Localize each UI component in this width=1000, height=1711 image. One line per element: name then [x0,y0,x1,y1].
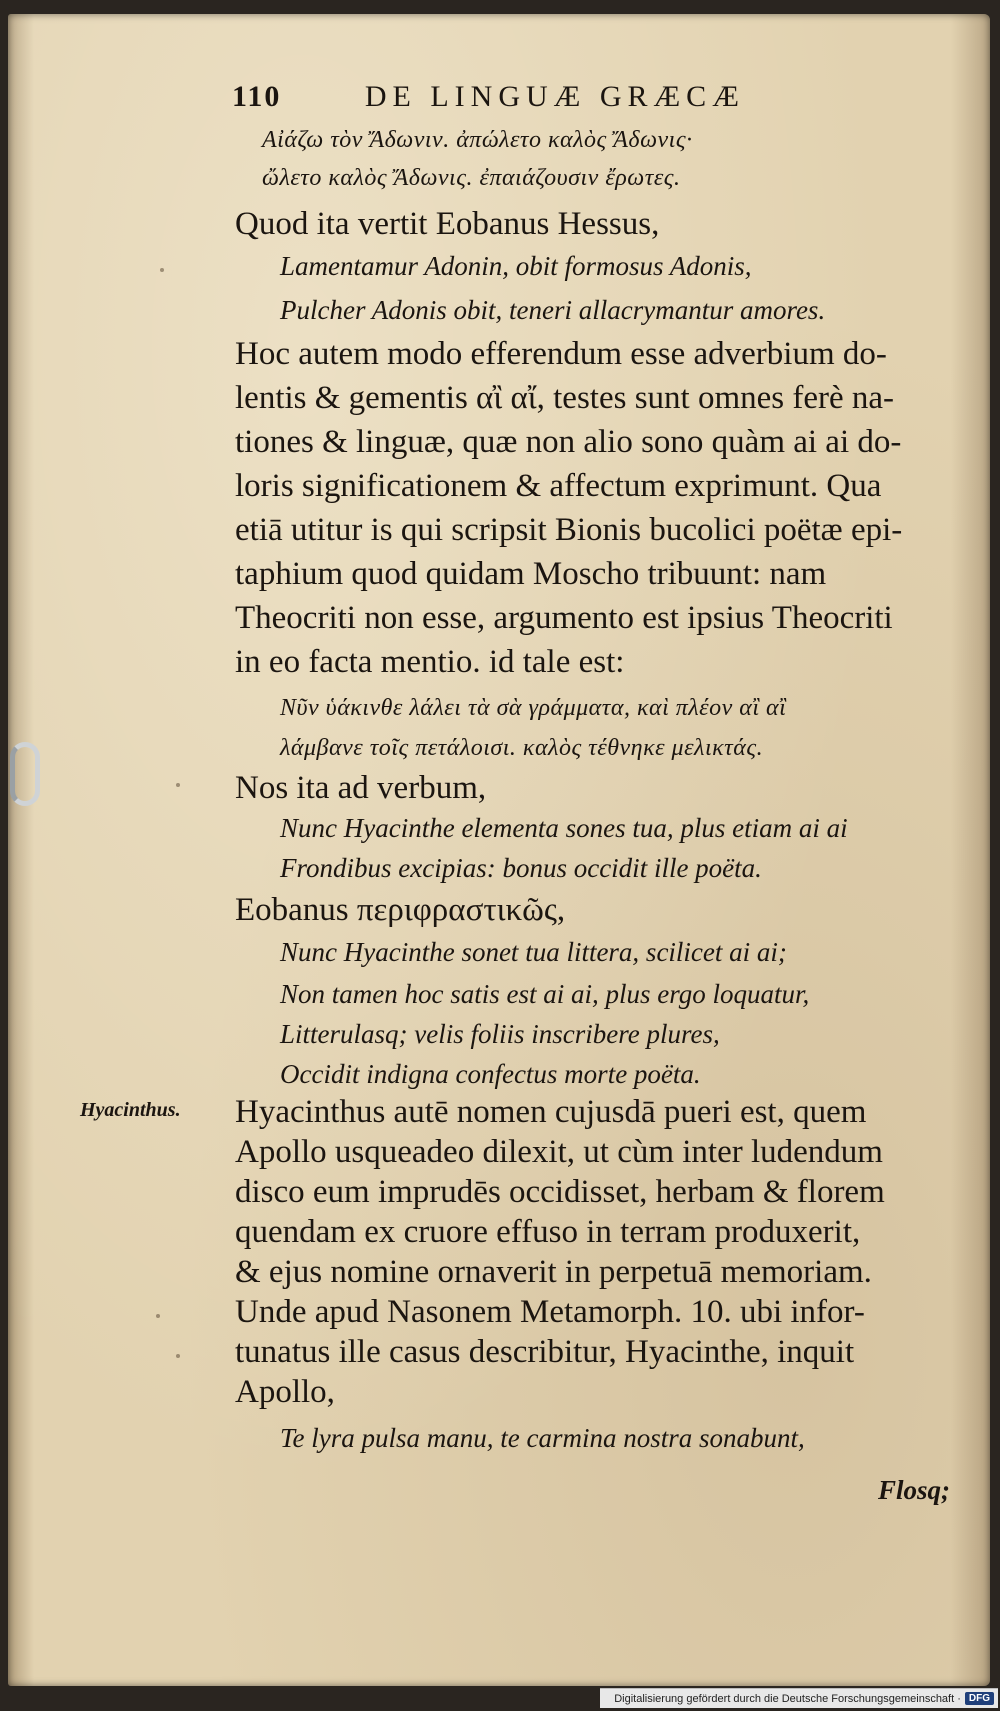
text-line: in eo facta mentio. id tale est: [235,644,625,680]
text-line: Nos ita ad verbum, [235,770,487,806]
text-line: Hyacinthus autē nomen cujusdā pueri est, quem [235,1094,867,1130]
text-line: Nunc Hyacinthe elementa sones tua, plus etiam ai ai [280,813,848,843]
text-line: Non tamen hoc satis est ai ai, plus ergo loquatur, [280,979,810,1009]
text-line: Pulcher Adonis obit, teneri allacrymantur amores. [280,295,826,325]
text-line: Αἰάζω τὸν Ἄδωνιν. ἀπώλετο καλὸς Ἄδωνις· [262,127,693,153]
text-line: loris significationem & affectum exprimunt. Qua [235,468,882,504]
text-line: Lamentamur Adonin, obit formosus Adonis, [280,251,752,281]
paper-speck [176,1354,180,1358]
text-line: ὤλετο καλὸς Ἄδωνις. ἐπαιάζουσιν ἔρωτες. [262,165,681,191]
text-line: lentis & gementis αἲ αἴ, testes sunt omnes ferè na- [235,380,895,416]
paper-speck [156,1314,160,1318]
text-line: Hoc autem modo efferendum esse adverbium do- [235,336,887,372]
text-line: Quod ita vertit Eobanus Hessus, [235,206,660,242]
text-line: & ejus nomine ornaverit in perpetuā memoriam. [235,1254,872,1290]
text-line: Nunc Hyacinthe sonet tua littera, scilicet ai ai; [280,937,787,967]
text-line: tunatus ille casus describitur, Hyacinthe, inquit [235,1334,855,1370]
text-line: Unde apud Nasonem Metamorph. 10. ubi infor- [235,1294,865,1330]
margin-note: Hyacinthus. [80,1099,181,1121]
text-line: Frondibus excipias: bonus occidit ille poëta. [280,853,762,883]
text-line: quendam ex cruore effuso in terram produxerit, [235,1214,861,1250]
text-line: Te lyra pulsa manu, te carmina nostra sonabunt, [280,1423,805,1453]
running-title: DE LINGUÆ GRÆCÆ [364,80,745,113]
text-line: Νῦν ὑάκινθε λάλει τὰ σὰ γράμματα, καὶ πλέον αἲ αἲ [280,695,787,721]
text-line: Apollo, [235,1374,335,1410]
digitization-credit: Digitalisierung gefördert durch die Deutsche Forschungsgemeinschaft · [614,1692,961,1705]
catchword: Flosq; [878,1475,951,1505]
text-line: Litterulasq; velis foliis inscribere plures, [280,1019,720,1049]
paper-speck [160,268,164,272]
paper-speck [176,783,180,787]
paper-clip-icon [10,742,40,806]
running-head [232,80,832,114]
page-number: 110 [232,80,282,113]
text-line: tiones & linguæ, quæ non alio sono quàm ai ai do- [235,424,902,460]
text-line: etiā utitur is qui scripsit Bionis bucolici poëtæ epi- [235,512,903,548]
text-line: disco eum imprudēs occidisset, herbam & florem [235,1174,885,1210]
digitization-credit-bar [600,1688,998,1708]
text-line: Eobanus περιφραστικῶς, [235,892,566,928]
text-line: λάμβανε τοῖς πετάλοισι. καλὸς τέθνηκε μελικτάς. [280,735,764,761]
text-line: Apollo usqueadeo dilexit, ut cùm inter ludendum [235,1134,883,1170]
dfg-logo: DFG [965,1692,994,1705]
text-line: Occidit indigna confectus morte poëta. [280,1059,701,1089]
text-line: Theocriti non esse, argumento est ipsius Theocriti [235,600,893,636]
text-line: taphium quod quidam Moscho tribuunt: nam [235,556,827,592]
